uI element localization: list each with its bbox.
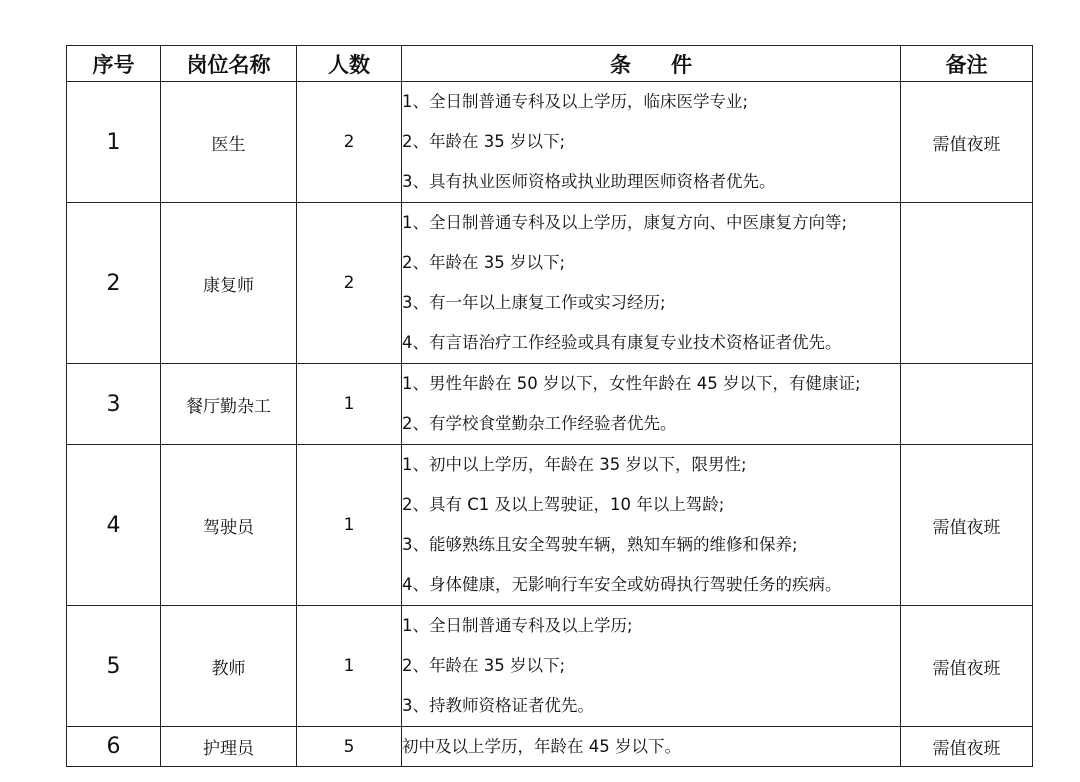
row-conditions <box>402 727 901 767</box>
header-conditions-char1: 条 <box>610 52 631 77</box>
row-position-name: 医生 <box>161 82 297 203</box>
row-no: 4 <box>67 445 161 606</box>
row-conditions <box>402 364 901 445</box>
row-position-name: 教师 <box>161 606 297 727</box>
row-conditions <box>402 203 901 364</box>
row-no: 1 <box>67 82 161 203</box>
row-headcount: 2 <box>297 82 402 203</box>
row-conditions <box>402 606 901 727</box>
row-conditions <box>402 445 901 606</box>
row-headcount: 5 <box>297 727 402 767</box>
condition-line: 1、初中以上学历，年龄在 35 岁以下，限男性; <box>402 455 747 474</box>
row-note <box>901 364 1033 445</box>
row-no: 3 <box>67 364 161 445</box>
condition-line: 4、身体健康，无影响行车安全或妨碍执行驾驶任务的疾病。 <box>402 575 842 594</box>
condition-line: 1、全日制普通专科及以上学历，康复方向、中医康复方向等; <box>402 213 848 232</box>
row-note: 需值夜班 <box>901 606 1033 727</box>
table-row <box>67 82 1033 203</box>
condition-line: 3、能够熟练且安全驾驶车辆，熟知车辆的维修和保养; <box>402 535 798 554</box>
row-no: 2 <box>67 203 161 364</box>
header-conditions-char2: 件 <box>671 52 692 77</box>
recruitment-table <box>66 45 1033 767</box>
row-note: 需值夜班 <box>901 727 1033 767</box>
condition-line: 3、持教师资格证者优先。 <box>402 696 594 715</box>
condition-line: 3、具有执业医师资格或执业助理医师资格者优先。 <box>402 172 776 191</box>
row-position-name: 护理员 <box>161 727 297 767</box>
condition-line: 4、有言语治疗工作经验或具有康复专业技术资格证者优先。 <box>402 333 842 352</box>
condition-line: 2、具有 C1 及以上驾驶证，10 年以上驾龄; <box>402 495 725 514</box>
header-position-name: 岗位名称 <box>161 46 297 82</box>
condition-line: 初中及以上学历，年龄在 45 岁以下。 <box>402 737 681 756</box>
condition-line: 2、年龄在 35 岁以下; <box>402 656 566 675</box>
header-headcount: 人数 <box>297 46 402 82</box>
condition-line: 1、全日制普通专科及以上学历，临床医学专业; <box>402 92 749 111</box>
row-no: 6 <box>67 727 161 767</box>
table-row <box>67 203 1033 364</box>
row-position-name: 康复师 <box>161 203 297 364</box>
condition-line: 1、男性年龄在 50 岁以下，女性年龄在 45 岁以下，有健康证; <box>402 374 861 393</box>
header-conditions <box>402 46 901 82</box>
row-note <box>901 203 1033 364</box>
row-headcount: 1 <box>297 606 402 727</box>
table-row <box>67 364 1033 445</box>
condition-line: 3、有一年以上康复工作或实习经历; <box>402 293 666 312</box>
row-note: 需值夜班 <box>901 445 1033 606</box>
condition-line: 2、有学校食堂勤杂工作经验者优先。 <box>402 414 677 433</box>
table-row <box>67 606 1033 727</box>
header-row <box>67 46 1033 82</box>
row-note: 需值夜班 <box>901 82 1033 203</box>
row-no: 5 <box>67 606 161 727</box>
header-note: 备注 <box>901 46 1033 82</box>
row-position-name: 驾驶员 <box>161 445 297 606</box>
table-row <box>67 445 1033 606</box>
row-position-name: 餐厅勤杂工 <box>161 364 297 445</box>
condition-line: 2、年龄在 35 岁以下; <box>402 253 566 272</box>
header-no: 序号 <box>67 46 161 82</box>
row-conditions <box>402 82 901 203</box>
row-headcount: 1 <box>297 364 402 445</box>
row-headcount: 1 <box>297 445 402 606</box>
condition-line: 1、全日制普通专科及以上学历; <box>402 616 633 635</box>
row-headcount: 2 <box>297 203 402 364</box>
table-row <box>67 727 1033 767</box>
condition-line: 2、年龄在 35 岁以下; <box>402 132 566 151</box>
